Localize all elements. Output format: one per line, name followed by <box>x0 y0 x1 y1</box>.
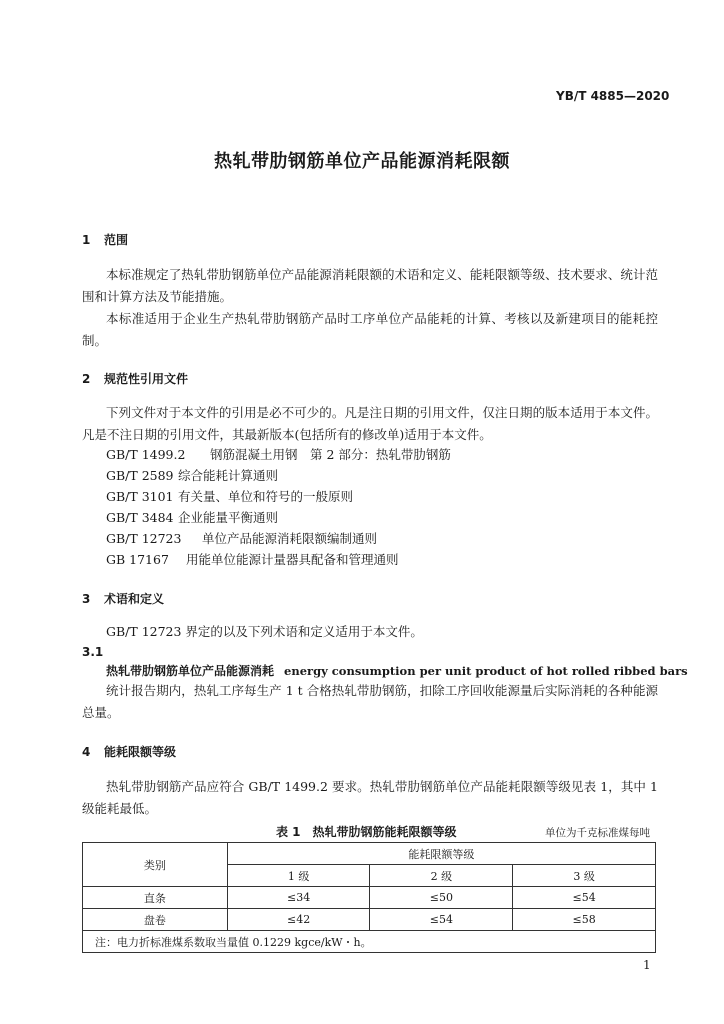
table-unit: 单位为千克标准煤每吨 <box>545 827 650 839</box>
row-label: 直条 <box>83 887 228 909</box>
reference-code: GB/T 12723 <box>106 531 182 546</box>
term-number: 3.1 <box>82 645 104 659</box>
table-row <box>83 909 656 931</box>
section-2-heading <box>82 370 188 387</box>
header-category: 类别 <box>83 843 228 887</box>
section-title: 范围 <box>104 233 129 247</box>
reference-item <box>106 507 278 528</box>
table-cell: ≤58 <box>513 909 656 931</box>
reference-title: 综合能耗计算通则 <box>178 468 279 483</box>
header-level-2: 2 级 <box>370 865 513 887</box>
term-chinese: 热轧带肋钢筋单位产品能源消耗 <box>106 664 275 678</box>
reference-code: GB/T 1499.2 <box>106 447 186 462</box>
reference-item <box>106 528 377 549</box>
table-cell: ≤50 <box>370 887 513 909</box>
term-english: energy consumption per unit product of hot rolled ribbed bars <box>284 664 688 678</box>
standard-code: YB/T 4885—2020 <box>556 89 670 103</box>
table-note: 注：电力折标准煤系数取当量值 0.1229 kgce/kW・h。 <box>83 931 656 953</box>
reference-item <box>106 465 278 486</box>
term-entry <box>106 662 688 679</box>
reference-code: GB/T 3101 <box>106 489 174 504</box>
section-title: 术语和定义 <box>104 592 165 606</box>
reference-code: GB/T 2589 <box>106 468 174 483</box>
table-cell: ≤54 <box>370 909 513 931</box>
page-number: 1 <box>643 958 651 972</box>
section-number: 4 <box>82 745 91 759</box>
section-number: 3 <box>82 592 91 606</box>
section-1-paragraph-1: 本标准规定了热轧带肋钢筋单位产品能源消耗限额的术语和定义、能耗限额等级、技术要求、统计范围和计算方法及节能措施。 <box>82 267 658 304</box>
table-note-row <box>83 931 656 953</box>
header-level-group: 能耗限额等级 <box>227 843 655 865</box>
section-title: 能耗限额等级 <box>104 745 177 759</box>
table-cell: ≤42 <box>227 909 370 931</box>
reference-title: 用能单位能源计量器具配备和管理通则 <box>186 552 399 567</box>
reference-title: 有关量、单位和符号的一般原则 <box>178 489 354 504</box>
reference-title: 单位产品能源消耗限额编制通则 <box>202 531 378 546</box>
reference-title: 企业能量平衡通则 <box>178 510 279 525</box>
document-title: 热轧带肋钢筋单位产品能源消耗限额 <box>214 151 510 172</box>
reference-item <box>106 549 399 570</box>
reference-title: 钢筋混凝土用钢 第 2 部分：热轧带肋钢筋 <box>210 447 451 462</box>
term-definition: 统计报告期内，热轧工序每生产 1 t 合格热轧带肋钢筋，扣除工序回收能源量后实际消耗的各种能源总量。 <box>82 683 658 720</box>
table-caption: 表 1 热轧带肋钢筋能耗限额等级 <box>276 825 457 839</box>
reference-code: GB 17167 <box>106 552 169 567</box>
section-1-paragraph-2: 本标准适用于企业生产热轧带肋钢筋产品时工序单位产品能耗的计算、考核以及新建项目的能耗控制。 <box>82 311 658 348</box>
section-3-heading <box>82 590 164 607</box>
energy-limit-table <box>82 842 656 953</box>
section-number: 2 <box>82 372 91 386</box>
section-3-paragraph-1: GB/T 12723 界定的以及下列术语和定义适用于本文件。 <box>106 624 423 639</box>
section-1-heading <box>82 231 128 248</box>
section-title: 规范性引用文件 <box>104 372 189 386</box>
header-level-1: 1 级 <box>227 865 370 887</box>
table-cell: ≤34 <box>227 887 370 909</box>
row-label: 盘卷 <box>83 909 228 931</box>
table-cell: ≤54 <box>513 887 656 909</box>
section-number: 1 <box>82 233 91 247</box>
reference-code: GB/T 3484 <box>106 510 174 525</box>
section-2-paragraph-1: 下列文件对于本文件的引用是必不可少的。凡是注日期的引用文件，仅注日期的版本适用于本文件。凡是不注日期的引用文件，其最新版本(包括所有的修改单)适用于本文件。 <box>82 405 658 442</box>
table-row <box>83 887 656 909</box>
section-4-heading <box>82 743 176 760</box>
reference-item <box>106 486 353 507</box>
table-header-row <box>83 843 656 865</box>
reference-item <box>106 444 451 465</box>
header-level-3: 3 级 <box>513 865 656 887</box>
section-4-paragraph-1: 热轧带肋钢筋产品应符合 GB/T 1499.2 要求。热轧带肋钢筋单位产品能耗限额等级见表 1，其中 1 级能耗最低。 <box>82 779 658 816</box>
